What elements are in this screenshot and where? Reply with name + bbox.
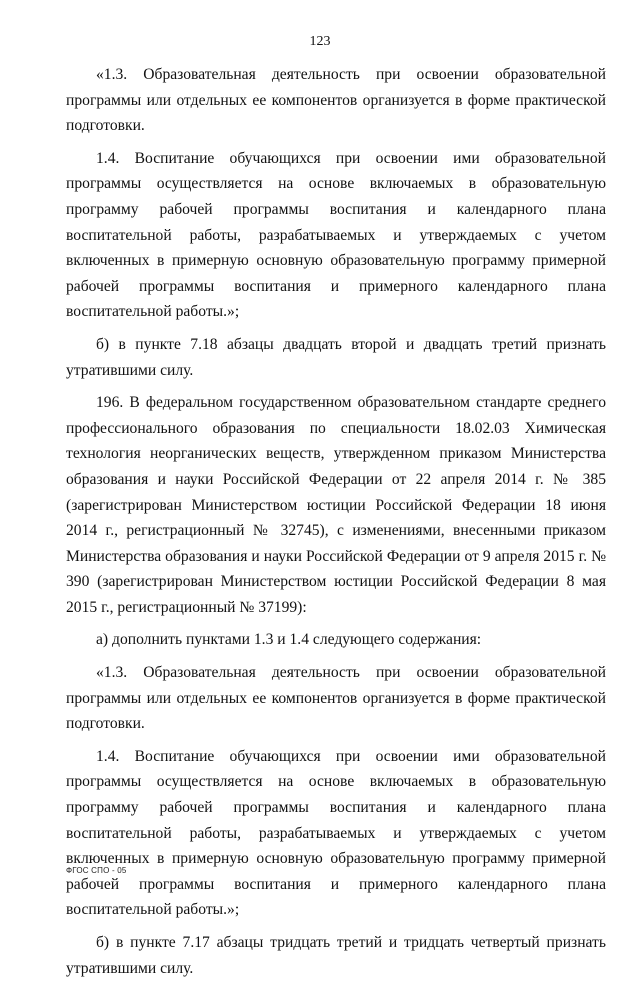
document-body [66, 62, 606, 981]
page-number: 123 [309, 34, 331, 49]
paragraph-a-add-items: а) дополнить пунктами 1.3 и 1.4 следующего содержания: [96, 631, 482, 649]
paragraph-1-3-practical-training-repeat: «1.3. Образовательная деятельность при освоении образовательной программы или отдельных ее компонентов организуется в форме практической подготовки. [66, 664, 606, 733]
paragraph-b-item-7-18: б) в пункте 7.18 абзацы двадцать второй и двадцать третий признать утратившими силу. [66, 335, 606, 379]
paragraph-b-item-7-17: б) в пункте 7.17 абзацы тридцать третий и тридцать четвертый признать утратившими силу. [66, 934, 606, 977]
paragraph-1-4-upbringing-repeat: 1.4. Воспитание обучающихся при освоении ими образовательной программы осуществляется на основе включаемых в образовательную программу рабочей программы воспитания и календарного плана воспитательной работы, разрабатываемых и утверждаемых с учетом включенных в примерную основную образовательную программу примерной рабочей программы воспитания и примерного календарного плана воспитательной работы.»; [66, 747, 606, 919]
paragraph-1-4-upbringing: 1.4. Воспитание обучающихся при освоении ими образовательной программы осуществляется на основе включаемых в образовательную программу рабочей программы воспитания и календарного плана воспитательной работы, разрабатываемых и утверждаемых с учетом включенных в примерную основную образовательную программу примерной рабочей программы воспитания и примерного календарного плана воспитательной работы.»; [66, 149, 606, 321]
footer-document-code: ФГОС СПО - 05 [66, 866, 127, 875]
paragraph-1-3-practical-training: «1.3. Образовательная деятельность при освоении образовательной программы или отдельных ее компонентов организуется в форме практической подготовки. [66, 66, 606, 135]
paragraph-196-standard-amendment: 196. В федеральном государственном образовательном стандарте среднего профессионального образования по специальности 18.02.03 Химическая технология неорганических веществ, утвержденном приказом Министерства образования и науки Российской Федерации от 22 апреля 2014 г. № 385 (зарегистрирован Министерством юстиции Российской Федерации 18 июня 2014 г., регистрационный № 32745), с изменениями, внесенными приказом Министерства образования и науки Российской Федерации от 9 апреля 2015 г. № 390 (зарегистрирован Министерством юстиции Российской Федерации 8 мая 2015 г., регистрационный № 37199): [66, 394, 606, 616]
